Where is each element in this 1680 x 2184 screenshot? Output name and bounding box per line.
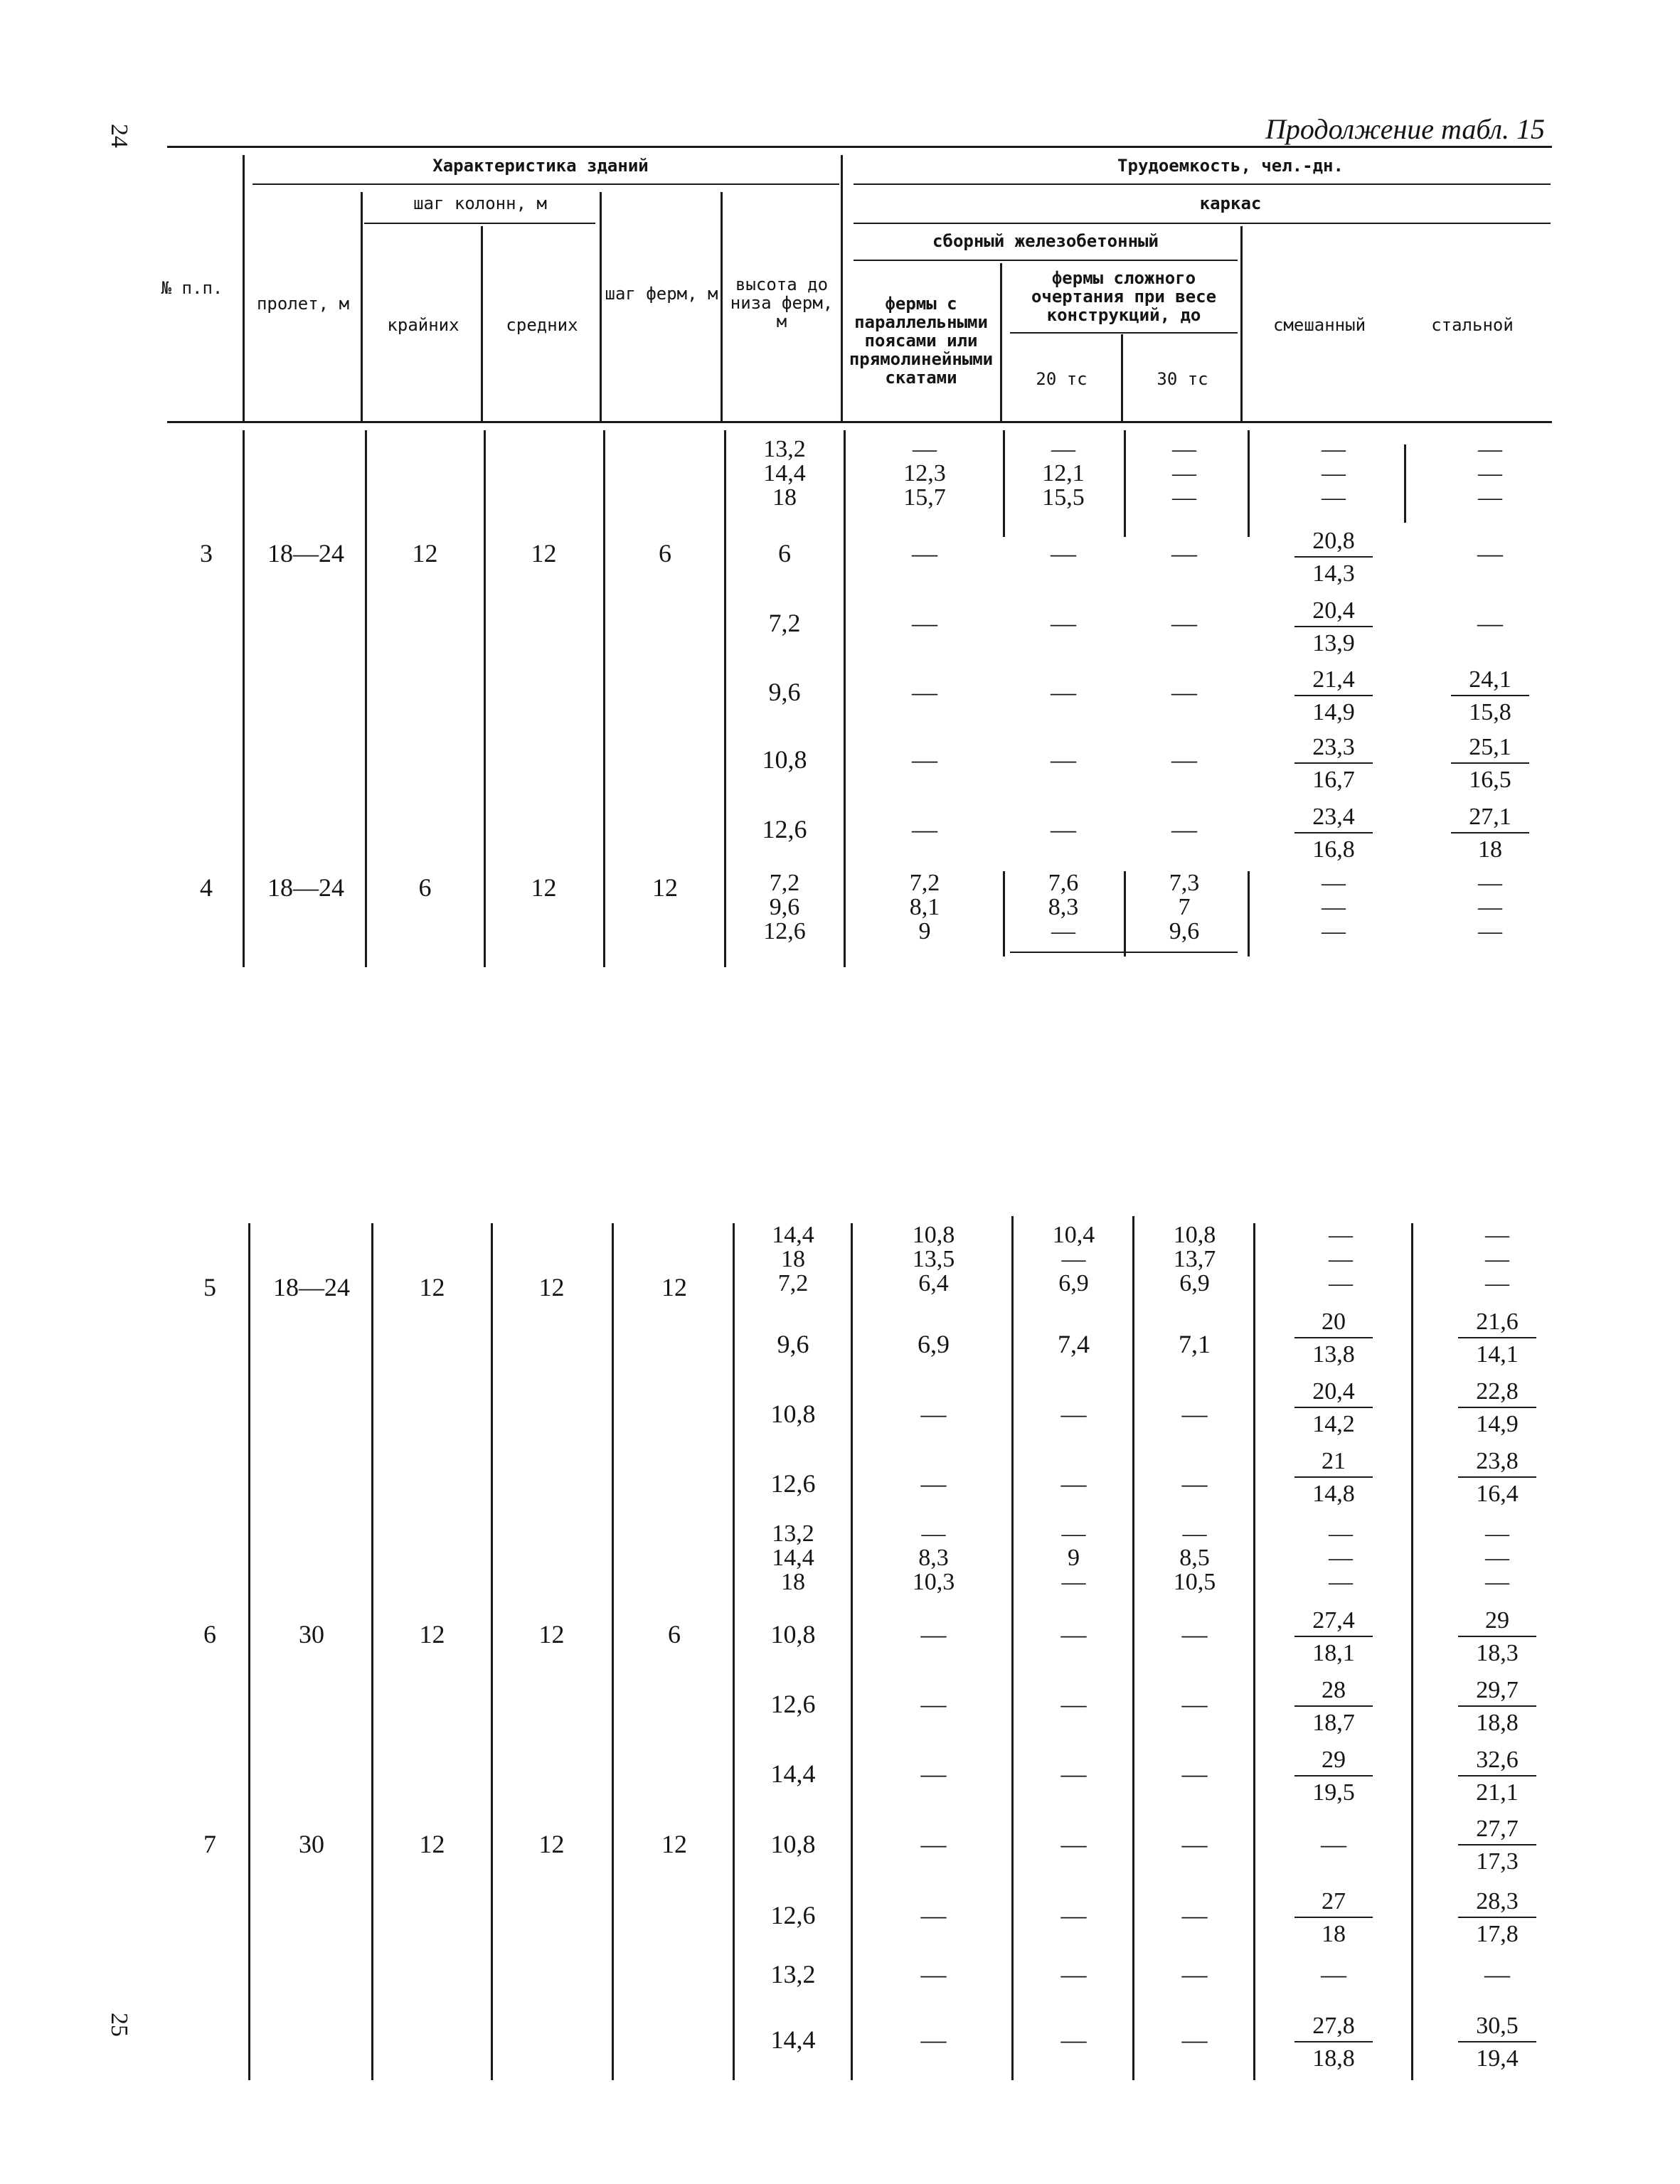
stack-steel: — — — — [1478, 870, 1502, 944]
parallel-cell: — — [920, 1620, 947, 1648]
steel-fraction: $\frac{30,5}{19,4}$ — [1458, 2013, 1536, 2072]
span-value: 30 — [299, 1830, 324, 1858]
c20-cell: — — [1060, 1620, 1087, 1648]
parallel-cell: — — [920, 1759, 947, 1788]
header-num: № п.п. — [161, 278, 223, 298]
outer-step-value: 12 — [419, 1830, 445, 1858]
truss-step-value: 6 — [659, 539, 671, 568]
header-truss-step: шаг ферм, м — [605, 284, 718, 304]
mixed-fraction: $\frac{20,4}{14,2}$ — [1294, 1378, 1373, 1438]
stack-height: 13,2 14,4 18 — [763, 436, 806, 511]
steel-fraction: $\frac{25,1}{16,5}$ — [1451, 734, 1529, 794]
c20-cell: — — [1060, 1690, 1087, 1718]
row-number: 7 — [203, 1830, 216, 1858]
height-cell: 12,6 — [762, 815, 807, 843]
c20-cell: — — [1060, 1830, 1087, 1858]
c20-cell: — — [1060, 1759, 1087, 1788]
header-complex-trusses: фермы сложного очертания при весе конструкций, до — [1031, 268, 1217, 325]
parallel-cell: — — [920, 1469, 947, 1498]
steel-fraction: $\frac{32,6}{21,1}$ — [1458, 1747, 1536, 1806]
parallel-cell: — — [912, 609, 937, 637]
mixed-fraction: $\frac{29}{19,5}$ — [1294, 1747, 1373, 1806]
c20-cell: 7,4 — [1058, 1330, 1090, 1358]
c30-cell: — — [1181, 1830, 1208, 1858]
c20-cell: — — [1060, 1400, 1087, 1428]
header-outer: крайних — [387, 315, 459, 335]
c20-cell: — — [1060, 1901, 1087, 1929]
stack-steel: — — — — [1485, 1222, 1509, 1296]
height-cell: 12,6 — [770, 1690, 816, 1718]
stack-30tc: — 8,5 10,5 — [1173, 1520, 1216, 1595]
stack-mixed: — — — — [1322, 436, 1346, 511]
steel-cell: — — [1477, 609, 1503, 637]
middle-step-value: 12 — [538, 1273, 565, 1301]
header-column-step: шаг колонн, м — [413, 193, 547, 213]
stack-20tc: 10,4 — 6,9 — [1052, 1222, 1095, 1296]
c20-cell: — — [1060, 2025, 1087, 2054]
truss-step-value: 6 — [668, 1620, 681, 1648]
steel-fraction: $\frac{21,6}{14,1}$ — [1458, 1309, 1536, 1368]
header-precast: сборный железобетонный — [932, 231, 1159, 251]
mixed-cell: — — [1321, 1960, 1346, 1988]
span-value: 18—24 — [273, 1273, 350, 1301]
parallel-cell: — — [912, 815, 937, 843]
parallel-cell: — — [920, 1830, 947, 1858]
c20-cell: — — [1051, 609, 1076, 637]
parallel-cell: — — [912, 539, 937, 568]
height-cell: 7,2 — [768, 609, 801, 637]
outer-step-value: 12 — [419, 1620, 445, 1648]
middle-step-value: 12 — [531, 873, 557, 902]
parallel-cell: — — [920, 2025, 947, 2054]
height-cell: 14,4 — [770, 1759, 816, 1788]
c30-cell: — — [1171, 678, 1197, 706]
stack-30tc: 7,3 7 9,6 — [1169, 870, 1200, 944]
parallel-cell: — — [920, 1901, 947, 1929]
row-number: 6 — [203, 1620, 216, 1648]
mixed-fraction: $\frac{27}{18}$ — [1294, 1888, 1373, 1948]
stack-20tc: — 12,1 15,5 — [1042, 436, 1085, 511]
height-cell: 12,6 — [770, 1901, 816, 1929]
header-steel: стальной — [1431, 315, 1514, 335]
height-cell: 9,6 — [768, 678, 801, 706]
steel-fraction: $\frac{22,8}{14,9}$ — [1458, 1378, 1536, 1438]
parallel-cell: — — [920, 1690, 947, 1718]
middle-step-value: 12 — [531, 539, 557, 568]
header-height: высота до низа ферм, м — [730, 275, 834, 331]
mixed-fraction: $\frac{20}{13,8}$ — [1294, 1309, 1373, 1368]
parallel-cell: — — [912, 678, 937, 706]
height-cell: 13,2 — [770, 1960, 816, 1988]
mixed-fraction: $\frac{20,4}{13,9}$ — [1294, 597, 1373, 657]
stack-steel: — — — — [1485, 1520, 1509, 1595]
middle-step-value: 12 — [538, 1620, 565, 1648]
height-cell: 14,4 — [770, 2025, 816, 2054]
height-cell: 6 — [778, 539, 791, 568]
header-20tc: 20 тс — [1036, 369, 1088, 389]
stack-height: 14,4 18 7,2 — [772, 1222, 814, 1296]
steel-fraction: $\frac{27,1}{18}$ — [1451, 804, 1529, 863]
table-continuation-title: Продолжение табл. 15 — [1265, 113, 1545, 145]
truss-step-value: 12 — [652, 873, 678, 902]
stack-parallel: — 8,3 10,3 — [912, 1520, 955, 1595]
parallel-cell: 6,9 — [918, 1330, 950, 1358]
middle-step-value: 12 — [538, 1830, 565, 1858]
steel-fraction: $\frac{29}{18,3}$ — [1458, 1607, 1536, 1667]
c20-cell: — — [1051, 539, 1076, 568]
steel-fraction: $\frac{29,7}{18,8}$ — [1458, 1677, 1536, 1737]
row-number: 4 — [200, 873, 213, 902]
c30-cell: — — [1181, 1901, 1208, 1929]
stack-30tc: — — — — [1172, 436, 1196, 511]
c30-cell: — — [1171, 815, 1197, 843]
stack-mixed: — — — — [1329, 1222, 1353, 1296]
stack-mixed: — — — — [1322, 870, 1346, 944]
c30-cell: — — [1171, 539, 1197, 568]
height-cell: 10,8 — [770, 1620, 816, 1648]
parallel-cell: — — [912, 745, 937, 774]
steel-fraction: $\frac{28,3}{17,8}$ — [1458, 1888, 1536, 1948]
c20-cell: — — [1060, 1469, 1087, 1498]
c20-cell: — — [1051, 678, 1076, 706]
mixed-fraction: $\frac{23,3}{16,7}$ — [1294, 734, 1373, 794]
header-frame: каркас — [1199, 193, 1262, 213]
stack-parallel: — 12,3 15,7 — [903, 436, 946, 511]
span-value: 18—24 — [267, 539, 344, 568]
mixed-fraction: $\frac{20,8}{14,3}$ — [1294, 528, 1373, 587]
mixed-fraction: $\frac{21}{14,8}$ — [1294, 1448, 1373, 1508]
steel-fraction: $\frac{24,1}{15,8}$ — [1451, 666, 1529, 726]
height-cell: 10,8 — [762, 745, 807, 774]
mixed-fraction: $\frac{28}{18,7}$ — [1294, 1677, 1373, 1737]
stack-height: 13,2 14,4 18 — [772, 1520, 814, 1595]
stack-parallel: 10,8 13,5 6,4 — [912, 1222, 955, 1296]
c30-cell: — — [1181, 1960, 1208, 1988]
header-30tc: 30 тс — [1157, 369, 1208, 389]
span-value: 30 — [299, 1620, 324, 1648]
c30-cell: — — [1181, 1400, 1208, 1428]
c30-cell: — — [1181, 1469, 1208, 1498]
mixed-fraction: $\frac{21,4}{14,9}$ — [1294, 666, 1373, 726]
c20-cell: — — [1060, 1960, 1087, 1988]
height-cell: 10,8 — [770, 1400, 816, 1428]
stack-20tc: — 9 — — [1061, 1520, 1086, 1595]
mixed-fraction: $\frac{27,4}{18,1}$ — [1294, 1607, 1373, 1667]
truss-step-value: 12 — [661, 1830, 687, 1858]
outer-step-value: 12 — [419, 1273, 445, 1301]
mixed-cell: — — [1321, 1830, 1346, 1858]
truss-step-value: 12 — [661, 1273, 687, 1301]
span-value: 18—24 — [267, 873, 344, 902]
stack-steel: — — — — [1478, 436, 1502, 511]
c30-cell: — — [1171, 745, 1197, 774]
c30-cell: — — [1181, 1690, 1208, 1718]
c30-cell: — — [1181, 1620, 1208, 1648]
stack-30tc: 10,8 13,7 6,9 — [1173, 1222, 1216, 1296]
c30-cell: — — [1181, 2025, 1208, 2054]
header-middle: средних — [506, 315, 578, 335]
stack-height: 7,2 9,6 12,6 — [763, 870, 806, 944]
row-number: 3 — [200, 539, 213, 568]
c30-cell: — — [1171, 609, 1197, 637]
c20-cell: — — [1051, 815, 1076, 843]
mixed-fraction: $\frac{27,8}{18,8}$ — [1294, 2013, 1373, 2072]
row-number: 5 — [203, 1273, 216, 1301]
header-parallel-trusses: фермы с параллельными поясами или прямолинейными скатами — [849, 294, 994, 388]
parallel-cell: — — [920, 1960, 947, 1988]
page-number-left: 24 — [106, 124, 132, 148]
stack-parallel: 7,2 8,1 9 — [909, 870, 940, 944]
header-buildings: Характеристика зданий — [432, 156, 649, 176]
c30-cell: — — [1181, 1759, 1208, 1788]
steel-fraction: $\frac{23,8}{16,4}$ — [1458, 1448, 1536, 1508]
page-number-right: 25 — [106, 2013, 132, 2037]
header-span: пролет, м — [256, 294, 350, 314]
steel-fraction: $\frac{27,7}{17,3}$ — [1458, 1816, 1536, 1875]
c20-cell: — — [1051, 745, 1076, 774]
outer-step-value: 12 — [412, 539, 438, 568]
c30-cell: 7,1 — [1179, 1330, 1211, 1358]
parallel-cell: — — [920, 1400, 947, 1428]
mixed-fraction: $\frac{23,4}{16,8}$ — [1294, 804, 1373, 863]
header-mixed: смешанный — [1272, 315, 1366, 335]
outer-step-value: 6 — [418, 873, 432, 902]
steel-cell: — — [1484, 1960, 1510, 1988]
steel-cell: — — [1477, 539, 1503, 568]
height-cell: 9,6 — [777, 1330, 809, 1358]
stack-mixed: — — — — [1329, 1520, 1353, 1595]
height-cell: 12,6 — [770, 1469, 816, 1498]
header-labor: Трудоемкость, чел.-дн. — [1117, 156, 1344, 176]
height-cell: 10,8 — [770, 1830, 816, 1858]
stack-20tc: 7,6 8,3 — — [1048, 870, 1079, 944]
